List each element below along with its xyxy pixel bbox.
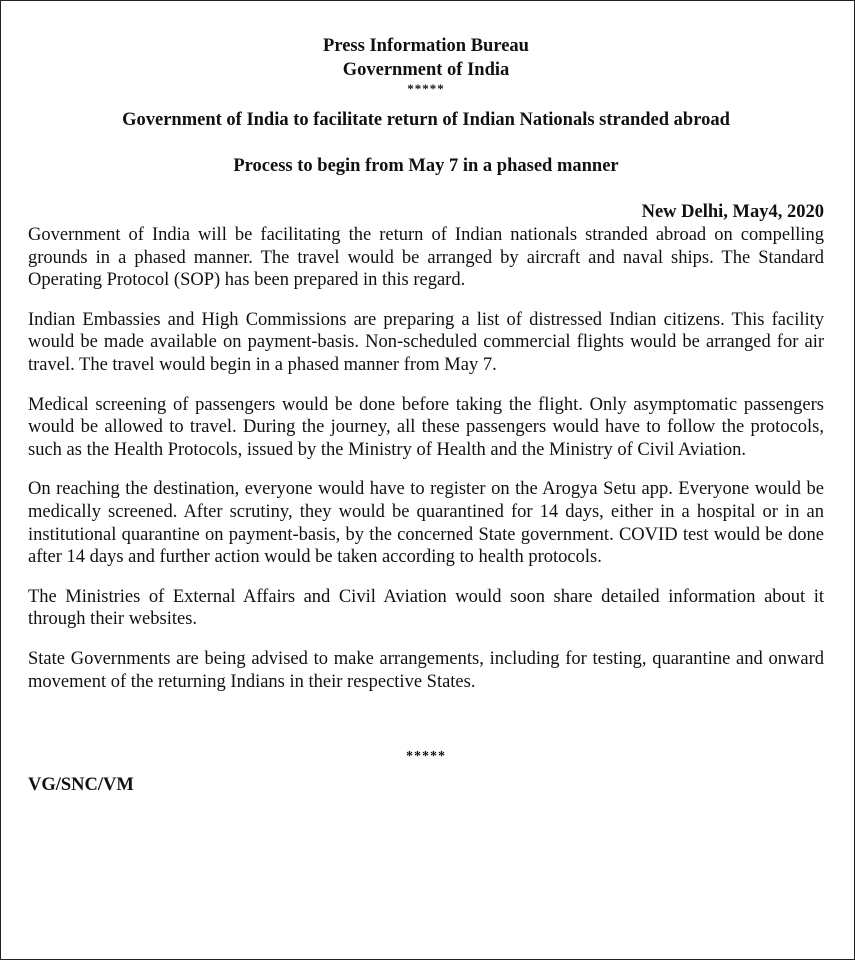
footer-stars: ***** (406, 749, 446, 765)
reference-code: VG/SNC/VM (28, 775, 134, 796)
paragraph-1: Government of India will be facilitating the return of Indian nationals stranded abroad on compelling grounds in a phased manner. The travel would be arranged by aircraft and naval ships. The Standard Operating Protocol (SOP) has been prepared in this regard. (28, 225, 824, 291)
agency-name: Press Information Bureau (323, 36, 529, 56)
government-name: Government of India (342, 60, 510, 80)
headline: Government of India to facilitate return of Indian Nationals stranded abroad (122, 110, 730, 130)
header-stars: ***** (407, 81, 445, 96)
paragraph-2: Indian Embassies and High Commissions are preparing a list of distressed Indian citizens. This facility would be made available on payment-basis. Non-scheduled commercial flights would be arranged for air travel. The travel would begin in a phased manner from May 7. (28, 309, 824, 375)
paragraph-4: On reaching the destination, everyone would have to register on the Arogya Setu app. Everyone would be medically screened. After scrutiny, they would be quarantined for 14 days, either in a hospital or in an institutional quarantine on payment-basis, by the concerned State government. COVID test would be done after 14 days and further action would be taken according to health protocols. (28, 479, 824, 568)
press-release (28, 34, 824, 797)
paragraph-5: The Ministries of External Affairs and Civil Aviation would soon share detailed information about it through their websites. (28, 586, 824, 630)
subheadline: Process to begin from May 7 in a phased manner (233, 156, 619, 176)
paragraph-6: State Governments are being advised to make arrangements, including for testing, quarantine and onward movement of the returning Indians in their respective States. (28, 648, 824, 692)
paragraph-3: Medical screening of passengers would be done before taking the flight. Only asymptomatic passengers would be allowed to travel. During the journey, all these passengers would have to follow the protocols, such as the Health Protocols, issued by the Ministry of Health and the Ministry of Civil Aviation. (28, 394, 824, 460)
dateline: New Delhi, May4, 2020 (641, 202, 824, 222)
